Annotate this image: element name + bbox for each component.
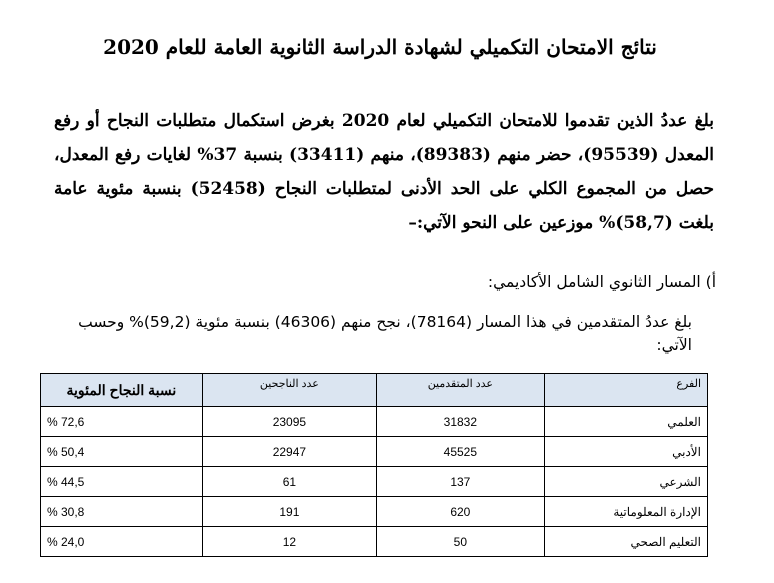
cell-applicants: 137	[376, 467, 544, 497]
cell-applicants: 620	[376, 497, 544, 527]
cell-branch: العلمي	[544, 407, 707, 437]
intro-paragraph: بلغ عددُ الذين تقدموا للامتحان التكميلي لعام 2020 بغرض استكمال متطلبات النجاح أو رفع المعدل (95539)، حضر منهم (89383)، منهم (33411) بنسبة 37% لغايات رفع المعدل، حصل من المجموع الكلي على الحد الأدنى لمتطلبات النجاح (52458) بنسبة مئوية عامة بلغت (58,7)% موزعين على النحو الآتي:–	[54, 111, 715, 233]
cell-branch: الأدبي	[544, 437, 707, 467]
cell-applicants: 50	[376, 527, 544, 557]
cell-branch: الإدارة المعلوماتية	[544, 497, 707, 527]
header-pass-rate: نسبة النجاح المئوية	[41, 374, 203, 407]
section-paragraph: بلغ عددُ المتقدمين في هذا المسار (78164)، نجح منهم (46306) بنسبة مئوية (59,2)% وحسب الآتي:	[78, 313, 692, 354]
cell-passed: 191	[202, 497, 376, 527]
cell-pass-rate: % 24,0	[41, 527, 203, 557]
page-title: نتائج الامتحان التكميلي لشهادة الدراسة الثانوية العامة للعام 2020	[103, 35, 657, 59]
cell-branch: التعليم الصحي	[544, 527, 707, 557]
header-applicants: عدد المتقدمين	[376, 374, 544, 407]
table-row	[41, 527, 708, 557]
cell-pass-rate: % 44,5	[41, 467, 203, 497]
table-row	[41, 437, 708, 467]
cell-passed: 22947	[202, 437, 376, 467]
cell-pass-rate: % 30,8	[41, 497, 203, 527]
table-row	[41, 467, 708, 497]
header-branch: الفرع	[544, 374, 707, 407]
cell-passed: 61	[202, 467, 376, 497]
cell-applicants: 45525	[376, 437, 544, 467]
section-heading: أ) المسار الثانوي الشامل الأكاديمي:	[487, 273, 716, 291]
cell-passed: 12	[202, 527, 376, 557]
header-passed: عدد الناجحين	[202, 374, 376, 407]
cell-pass-rate: % 72,6	[41, 407, 203, 437]
results-table	[40, 373, 708, 557]
table-row	[41, 497, 708, 527]
cell-pass-rate: % 50,4	[41, 437, 203, 467]
cell-branch: الشرعي	[544, 467, 707, 497]
table-row	[41, 407, 708, 437]
cell-passed: 23095	[202, 407, 376, 437]
table-header-row	[41, 374, 708, 407]
cell-applicants: 31832	[376, 407, 544, 437]
